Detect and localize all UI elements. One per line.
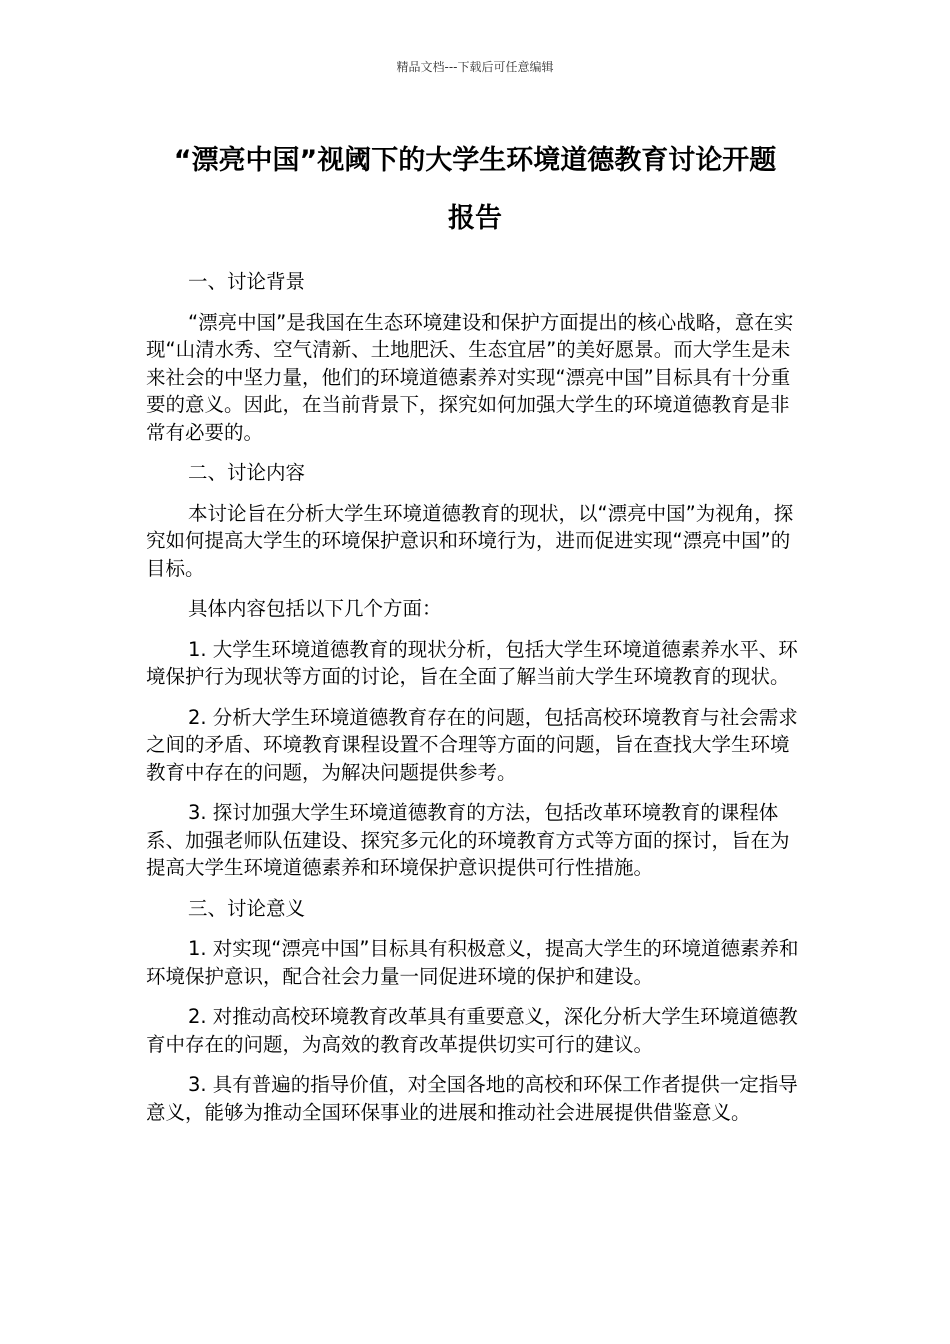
list-item-content-1: 1. 大学生环境道德教育的现状分析，包括大学生环境道德素养水平、环境保护行为现状等方面的讨论，旨在全面了解当前大学生环境教育的现状。 <box>146 637 798 688</box>
document-title <box>120 132 830 248</box>
section-heading-significance: 三、讨论意义 <box>188 896 306 920</box>
paragraph-background: “漂亮中国”是我国在生态环境建设和保护方面提出的核心战略，意在实现“山清水秀、空气清新、土地肥沃、生态宜居”的美好愿景。而大学生是未来社会的中坚力量，他们的环境道德素养对实现“漂亮中国”目标具有十分重要的意义。因此，在当前背景下，探究如何加强大学生的环境道德教育是非常有必要的。 <box>146 310 794 444</box>
list-item-significance-3: 3. 具有普遍的指导价值，对全国各地的高校和环保工作者提供一定指导意义，能够为推动全国环保事业的进展和推动社会进展提供借鉴意义。 <box>146 1073 798 1124</box>
list-item-content-3: 3. 探讨加强大学生环境道德教育的方法，包括改革环境教育的课程体系、加强老师队伍建设、探究多元化的环境教育方式等方面的探讨，旨在为提高大学生环境道德素养和环境保护意识提供可行性措施。 <box>146 801 790 879</box>
title-line-2: 报告 <box>448 203 502 234</box>
title-line-1: “漂亮中国”视阈下的大学生环境道德教育讨论开题 <box>173 145 777 176</box>
paragraph-content-intro: 本讨论旨在分析大学生环境道德教育的现状，以“漂亮中国”为视角，探究如何提高大学生的环境保护意识和环境行为，进而促进实现“漂亮中国”的目标。 <box>146 501 794 580</box>
section-heading-background: 一、讨论背景 <box>188 270 306 293</box>
list-item-significance-1: 1. 对实现“漂亮中国”目标具有积极意义，提高大学生的环境道德素养和环境保护意识，配合社会力量一同促进环境的保护和建设。 <box>146 937 799 988</box>
header-note: 精品文档---下载后可任意编辑 <box>396 60 554 74</box>
paragraph-content-list-intro: 具体内容包括以下几个方面： <box>188 597 442 620</box>
list-item-content-2: 2. 分析大学生环境道德教育存在的问题，包括高校环境教育与社会需求之间的矛盾、环境教育课程设置不合理等方面的问题，旨在查找大学生环境教育中存在的问题，为解决问题提供参考。 <box>146 705 798 784</box>
section-heading-content: 二、讨论内容 <box>188 461 306 484</box>
list-item-significance-2: 2. 对推动高校环境教育改革具有重要意义，深化分析大学生环境道德教育中存在的问题，为高效的教育改革提供切实可行的建议。 <box>146 1005 798 1056</box>
document-body <box>146 268 806 1139</box>
